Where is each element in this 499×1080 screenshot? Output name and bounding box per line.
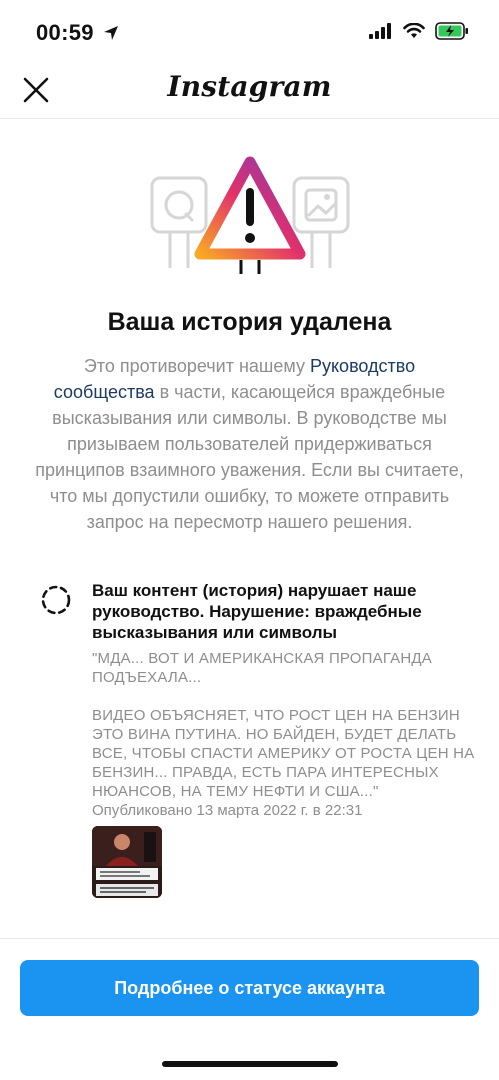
quote-line-1: "МДА... ВОТ И АМЕРИКАНСКАЯ ПРОПАГАНДА ПОДЪЕХАЛА... bbox=[92, 650, 432, 686]
status-icons bbox=[369, 22, 469, 40]
description-before-link: Это противоречит нашему bbox=[83, 356, 310, 376]
instagram-logo: Instagram bbox=[167, 70, 332, 103]
battery-charging-icon bbox=[435, 22, 469, 40]
quote-line-2: ВИДЕО ОБЪЯСНЯЕТ, ЧТО РОСТ ЦЕН НА БЕНЗИН ЭТО ВИНА ПУТИНА. НО БАЙДЕН, БУДЕТ ДЕЛАТЬ ВСЕ, ЧТОБЫ СПАСТИ АМЕРИКУ ОТ РОСТА ЦЕН НА БЕНЗИН... ПРАВДА, ЕСТЬ ПАРА ИНТЕРЕСНЫХ НЮАНСОВ, НА ТЕМУ НЕФТИ И США..." bbox=[92, 707, 475, 800]
status-bar bbox=[0, 0, 499, 64]
warning-icon bbox=[200, 162, 300, 274]
account-status-button[interactable]: Подробнее о статусе аккаунта bbox=[20, 960, 479, 1016]
violation-details bbox=[36, 580, 475, 898]
page-title: Ваша история удалена bbox=[107, 308, 392, 336]
status-time bbox=[36, 20, 120, 46]
warning-illustration bbox=[140, 150, 360, 280]
description-text bbox=[32, 353, 467, 535]
pending-status-icon bbox=[40, 584, 72, 616]
violation-content bbox=[92, 580, 475, 898]
violation-quote bbox=[92, 649, 475, 801]
bottom-divider bbox=[0, 938, 499, 939]
story-thumbnail[interactable] bbox=[92, 826, 162, 898]
wifi-icon bbox=[403, 23, 425, 39]
violation-title: Ваш контент (история) нарушает наше руководство. Нарушение: враждебные высказывания или символы bbox=[92, 581, 422, 642]
cellular-signal-icon bbox=[369, 23, 393, 39]
top-header bbox=[0, 64, 499, 119]
location-arrow-icon bbox=[102, 24, 120, 42]
time-label: 00:59 bbox=[36, 20, 94, 45]
published-date: Опубликовано 13 марта 2022 г. в 22:31 bbox=[92, 802, 363, 819]
home-indicator[interactable] bbox=[162, 1061, 338, 1067]
community-guidelines-link[interactable]: Руководство сообщества bbox=[53, 356, 416, 402]
description-after-link: в части, касающейся враждебные высказывания или символы. В руководстве мы призываем пользователей придерживаться принципов взаимного уважения. Если вы считаете, что мы допустили ошибку, то можете отправить запрос на пересмотр нашего решения. bbox=[35, 382, 464, 532]
